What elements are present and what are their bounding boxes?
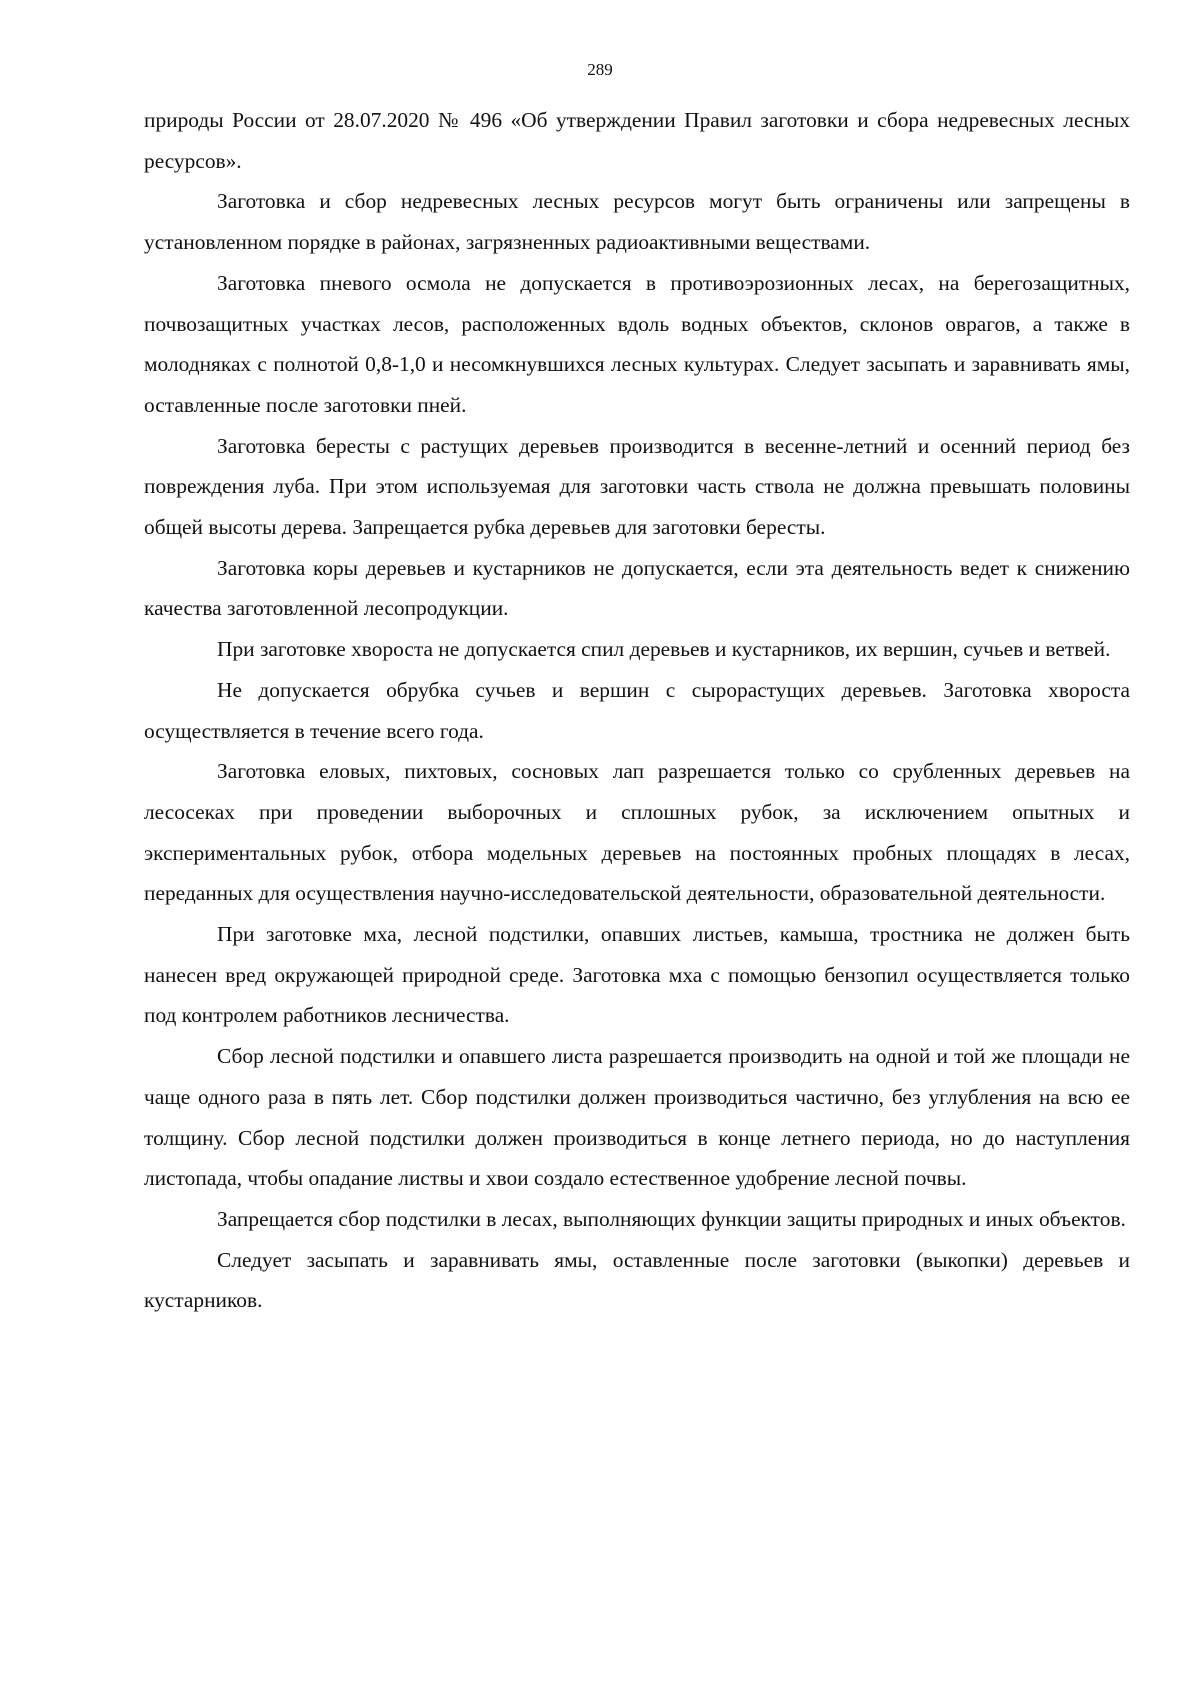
paragraph: Заготовка бересты с растущих деревьев производится в весенне-летний и осенний период без повреждения луба. При этом используемая для заготовки часть ствола не должна превышать половины общей высоты дерева. Запрещается рубка деревьев для заготовки бересты.: [144, 433, 1130, 540]
paragraph: Следует засыпать и заравнивать ямы, оставленные после заготовки (выкопки) деревьев и кустарников.: [144, 1247, 1130, 1313]
paragraph: Заготовка и сбор недревесных лесных ресурсов могут быть ограничены или запрещены в установленном порядке в районах, загрязненных радиоактивными веществами.: [144, 189, 1130, 255]
paragraph: Не допускается обрубка сучьев и вершин с сырорастущих деревьев. Заготовка хвороста осуществляется в течение всего года.: [144, 677, 1130, 743]
paragraph: Заготовка еловых, пихтовых, сосновых лап разрешается только со срубленных деревьев на лесосеках при проведении выборочных и сплошных рубок, за исключением опытных и экспериментальных рубок, отбора модельных деревьев на постоянных пробных площадях в лесах, переданных для осуществления научно-исследовательской деятельности, образовательной деятельности.: [144, 759, 1130, 906]
paragraph: При заготовке мха, лесной подстилки, опавших листьев, камыша, тростника не должен быть нанесен вред окружающей природной среде. Заготовка мха с помощью бензопил осуществляется только под контролем работников лесничества.: [144, 922, 1130, 1028]
paragraph: Запрещается сбор подстилки в лесах, выполняющих функции защиты природных и иных объектов.: [217, 1206, 1126, 1231]
paragraph-continuation: природы России от 28.07.2020 № 496 «Об утверждении Правил заготовки и сбора недревесных лесных ресурсов».: [144, 108, 1130, 173]
paragraph: При заготовке хвороста не допускается спил деревьев и кустарников, их вершин, сучьев и ветвей.: [217, 637, 1111, 662]
paragraph: Сбор лесной подстилки и опавшего листа разрешается производить на одной и той же площади не чаще одного раза в пять лет. Сбор подстилки должен производиться частично, без углубления на всю ее толщину. Сбор лесной подстилки должен производиться в конце летнего периода, но до наступления листопада, чтобы опадание листвы и хвои создало естественное удобрение лесной почвы.: [144, 1044, 1130, 1191]
page-number: 289: [587, 60, 613, 79]
paragraph: Заготовка пневого осмола не допускается в противоэрозионных лесах, на берегозащитных, почвозащитных участках лесов, расположенных вдоль водных объектов, склонов оврагов, а также в молодняках с полнотой 0,8-1,0 и несомкнувшихся лесных культурах. Следует засыпать и заравнивать ямы, оставленные после заготовки пней.: [144, 270, 1130, 417]
document-body: [144, 100, 1130, 1321]
paragraph: Заготовка коры деревьев и кустарников не допускается, если эта деятельность ведет к снижению качества заготовленной лесопродукции.: [144, 555, 1130, 621]
